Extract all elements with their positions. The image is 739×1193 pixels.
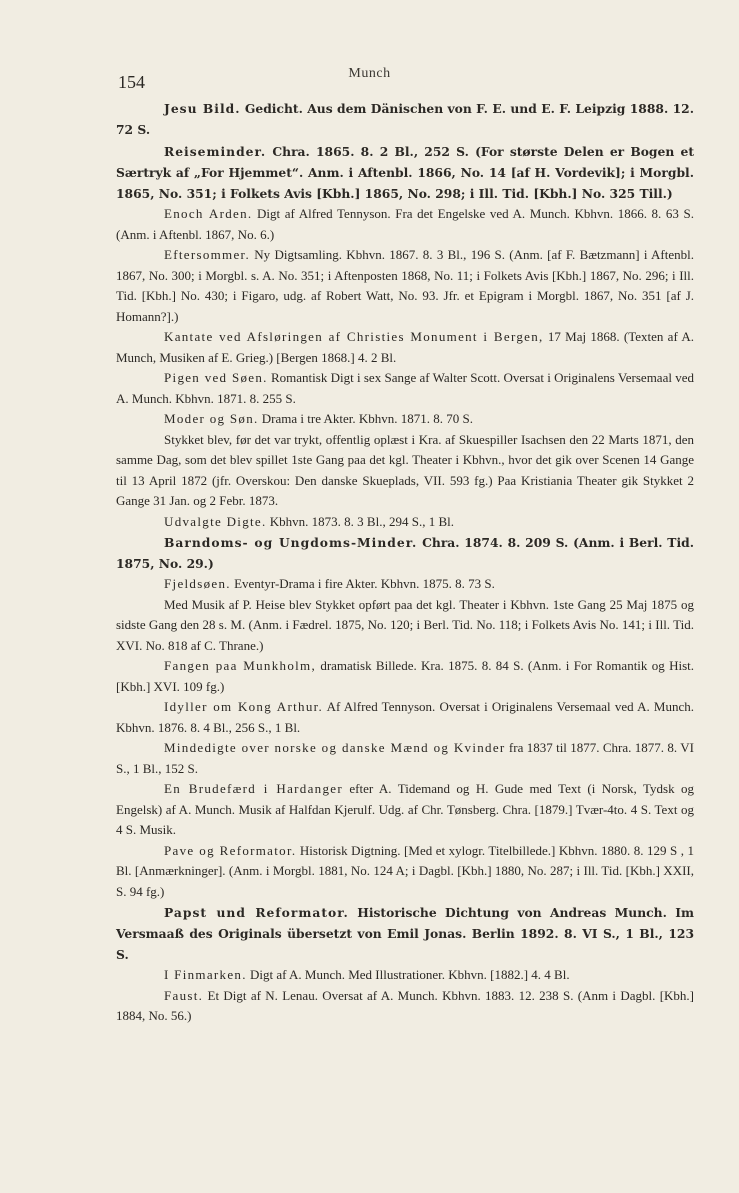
entry-faust — [116, 986, 694, 1027]
entry-body: 17 Maj 1868. (Texten af A. Munch, Musiken af E. Grieg.) [Bergen 1868.] 4. 2 Bl. — [116, 329, 694, 365]
entry-body: dramatisk Billede. Kra. 1875. 8. 84 S. (Anm. i For Romantik og Hist. [Kbh.] XVI. 109 fg.) — [116, 658, 694, 694]
entry-body: Gedicht. Aus dem Dänischen von F. E. und E. F. Leipzig 1888. 12. 72 S. — [116, 101, 694, 137]
entry-mindedigte — [116, 738, 694, 779]
entry-title: Pigen ved Søen. — [164, 370, 268, 385]
entry-title: Reiseminder. — [164, 144, 267, 159]
entry-note-moder-og-soen — [116, 430, 694, 512]
entry-body: Romantisk Digt i sex Sange af Walter Scott. Oversat i Originalens Versemaal ved A. Munch. Kbhvn. 1871. 8. 255 S. — [116, 370, 695, 406]
page-number: 154 — [118, 72, 145, 92]
entry-body: fra 1837 til 1877. Chra. 1877. 8. VI S., 1 Bl., 152 S. — [116, 740, 694, 776]
entry-body: Eventyr-Drama i fire Akter. Kbhvn. 1875. 8. 73 S. — [230, 576, 495, 591]
entry-body: Drama i tre Akter. Kbhvn. 1871. 8. 70 S. — [258, 411, 474, 426]
entry-body: Ny Digtsamling. Kbhvn. 1867. 8. 3 Bl., 196 S. (Anm. [af F. Bætzmann] i Aftenbl. 1867, No. 300; i Morgbl. s. A. No. 351; i Aftenposten 1868, No. 11; i Folkets Avis [Kbh.] 1867, No. 296; i Ill. Tid. [Kbh.] No. 430; i Figaro, udg. af Robert Watt, No. 93. Jfr. et Epigram i Morgbl. 1867, No. 351 [af J. Homann?].) — [116, 247, 694, 324]
entry-kantate — [116, 327, 694, 368]
entry-fangen-paa-munkholm — [116, 656, 694, 697]
entry-barndoms-minder — [116, 532, 694, 574]
entry-eftersommer — [116, 245, 694, 327]
entry-body: Chra. 1865. 8. 2 Bl., 252 S. (For største Delen er Bogen et Særtryk af „For Hjemmet“. Anm. i Aftenbl. 1866, No. 14 [af H. Vordevik]; i Morgbl. 1865, No. 351; i Folkets Avis [Kbh.] 1865, No. 298; i Ill. Tid. [Kbh.] No. 325 Till.) — [116, 144, 694, 201]
entry-enoch-arden — [116, 204, 694, 245]
entry-idyller-om-kong-arthur — [116, 697, 694, 738]
entry-title: Eftersommer. — [164, 247, 250, 262]
entry-pigen-ved-soeen — [116, 368, 694, 409]
entry-title: Papst und Reformator. — [164, 905, 349, 920]
entry-fjeldsoeen — [116, 574, 694, 595]
entry-body: Digt af Alfred Tennyson. Fra det Engelske ved A. Munch. Kbhvn. 1866. 8. 63 S. (Anm. i Aftenbl. 1867, No. 6.) — [116, 206, 694, 242]
entry-title: Udvalgte Digte. — [164, 513, 267, 529]
running-head: Munch — [348, 66, 391, 81]
entry-pave-og-reformator — [116, 841, 694, 903]
bibliography-entries — [116, 98, 694, 1027]
entry-body: Kbhvn. 1873. 8. 3 Bl., 294 S., 1 Bl. — [266, 513, 454, 529]
entry-title: Pave og Reformator. — [164, 842, 297, 858]
entry-brudefaerd — [116, 779, 694, 841]
entry-title: Mindedigte over norske og danske Mænd og Kvinder — [164, 740, 506, 755]
entry-jesu-bild — [116, 98, 694, 140]
entry-papst-und-reformator — [116, 902, 694, 965]
entry-title: Kantate ved Afsløringen af Christies Monument i Bergen, — [164, 329, 544, 344]
entry-note-fjeldsoeen — [116, 595, 694, 657]
entry-udvalgte-digte — [116, 512, 694, 533]
entry-title: Fjeldsøen. — [164, 576, 231, 591]
entry-title: I Finmarken. — [164, 967, 247, 982]
entry-title: Jesu Bild. — [164, 101, 241, 116]
entry-title: Faust. — [164, 987, 204, 1003]
entry-title: Enoch Arden. — [164, 206, 253, 221]
entry-body: Stykket blev, før det var trykt, offentlig oplæst i Kra. af Skuespiller Isachsen den 22 Marts 1871, den samme Dag, som det blev spillet 1ste Gang paa det kgl. Theater i Kbhvn., hvor det gik over Scenen 14 Gange til 13 April 1872 (jfr. Overskou: Den danske Skueplads, VII. 593 fg.) Paa Kristiania Theater gik Stykket 2 Gange 31 Jan. og 2 Febr. 1873. — [116, 431, 694, 508]
entry-body: Digt af A. Munch. Med Illustrationer. Kbhvn. [1882.] 4. 4 Bl. — [246, 967, 570, 982]
entry-title: Moder og Søn. — [164, 411, 259, 426]
entry-title: En Brudefærd i Hardanger — [164, 781, 343, 796]
entry-title: Barndoms- og Ungdoms-Minder. — [164, 535, 418, 550]
entry-title: Fangen paa Munkholm, — [164, 658, 316, 673]
entry-body: Et Digt af N. Lenau. Oversat af A. Munch. Kbhvn. 1883. 12. 238 S. (Anm i Dagbl. [Kbh.] 1884, No. 56.) — [116, 987, 694, 1023]
entry-body: Chra. 1874. 8. 209 S. (Anm. i Berl. Tid. 1875, No. 29.) — [116, 535, 694, 571]
entry-body: Historisk Digtning. [Med et xylogr. Titelbillede.] Kbhvn. 1880. 8. 129 S , 1 Bl. [Anmærkninger]. (Anm. i Morgbl. 1881, No. 124 A; i Dagbl. [Kbh.] 1880, No. 287; i Ill. Tid. [Kbh.] XXII, S. 94 fg.) — [116, 842, 694, 899]
entry-body: Med Musik af P. Heise blev Stykket opført paa det kgl. Theater i Kbhvn. 1ste Gang 25 Maj 1875 og sidste Gang den 28 s. M. (Anm. i Fædrel. 1875, No. 120; i Berl. Tid. No. 118; i Folkets Avis No. 141; i Ill. Tid. XVI. No. 818 af C. Thrane.) — [116, 596, 694, 653]
entry-body: efter A. Tidemand og H. Gude med Text (i Norsk, Tydsk og Engelsk) af A. Munch. Musik af Halfdan Kjerulf. Udg. af Chr. Tønsberg. Chra. [1879.] Tvær-4to. 4 S. Text og 4 S. Musik. — [116, 781, 694, 837]
entry-i-finmarken — [116, 965, 694, 986]
entry-moder-og-soen — [116, 409, 694, 430]
entry-body: Historische Dichtung von Andreas Munch. Im Versmaaß des Originals übersetzt von Emil Jonas. Berlin 1892. 8. VI S., 1 Bl., 123 S. — [116, 905, 694, 962]
entry-title: Idyller om Kong Arthur. — [164, 699, 324, 714]
entry-reiseminder — [116, 141, 694, 204]
entry-body: Af Alfred Tennyson. Oversat i Originalens Versemaal ved A. Munch. Kbhvn. 1876. 8. 4 Bl., 256 S., 1 Bl. — [116, 699, 694, 735]
